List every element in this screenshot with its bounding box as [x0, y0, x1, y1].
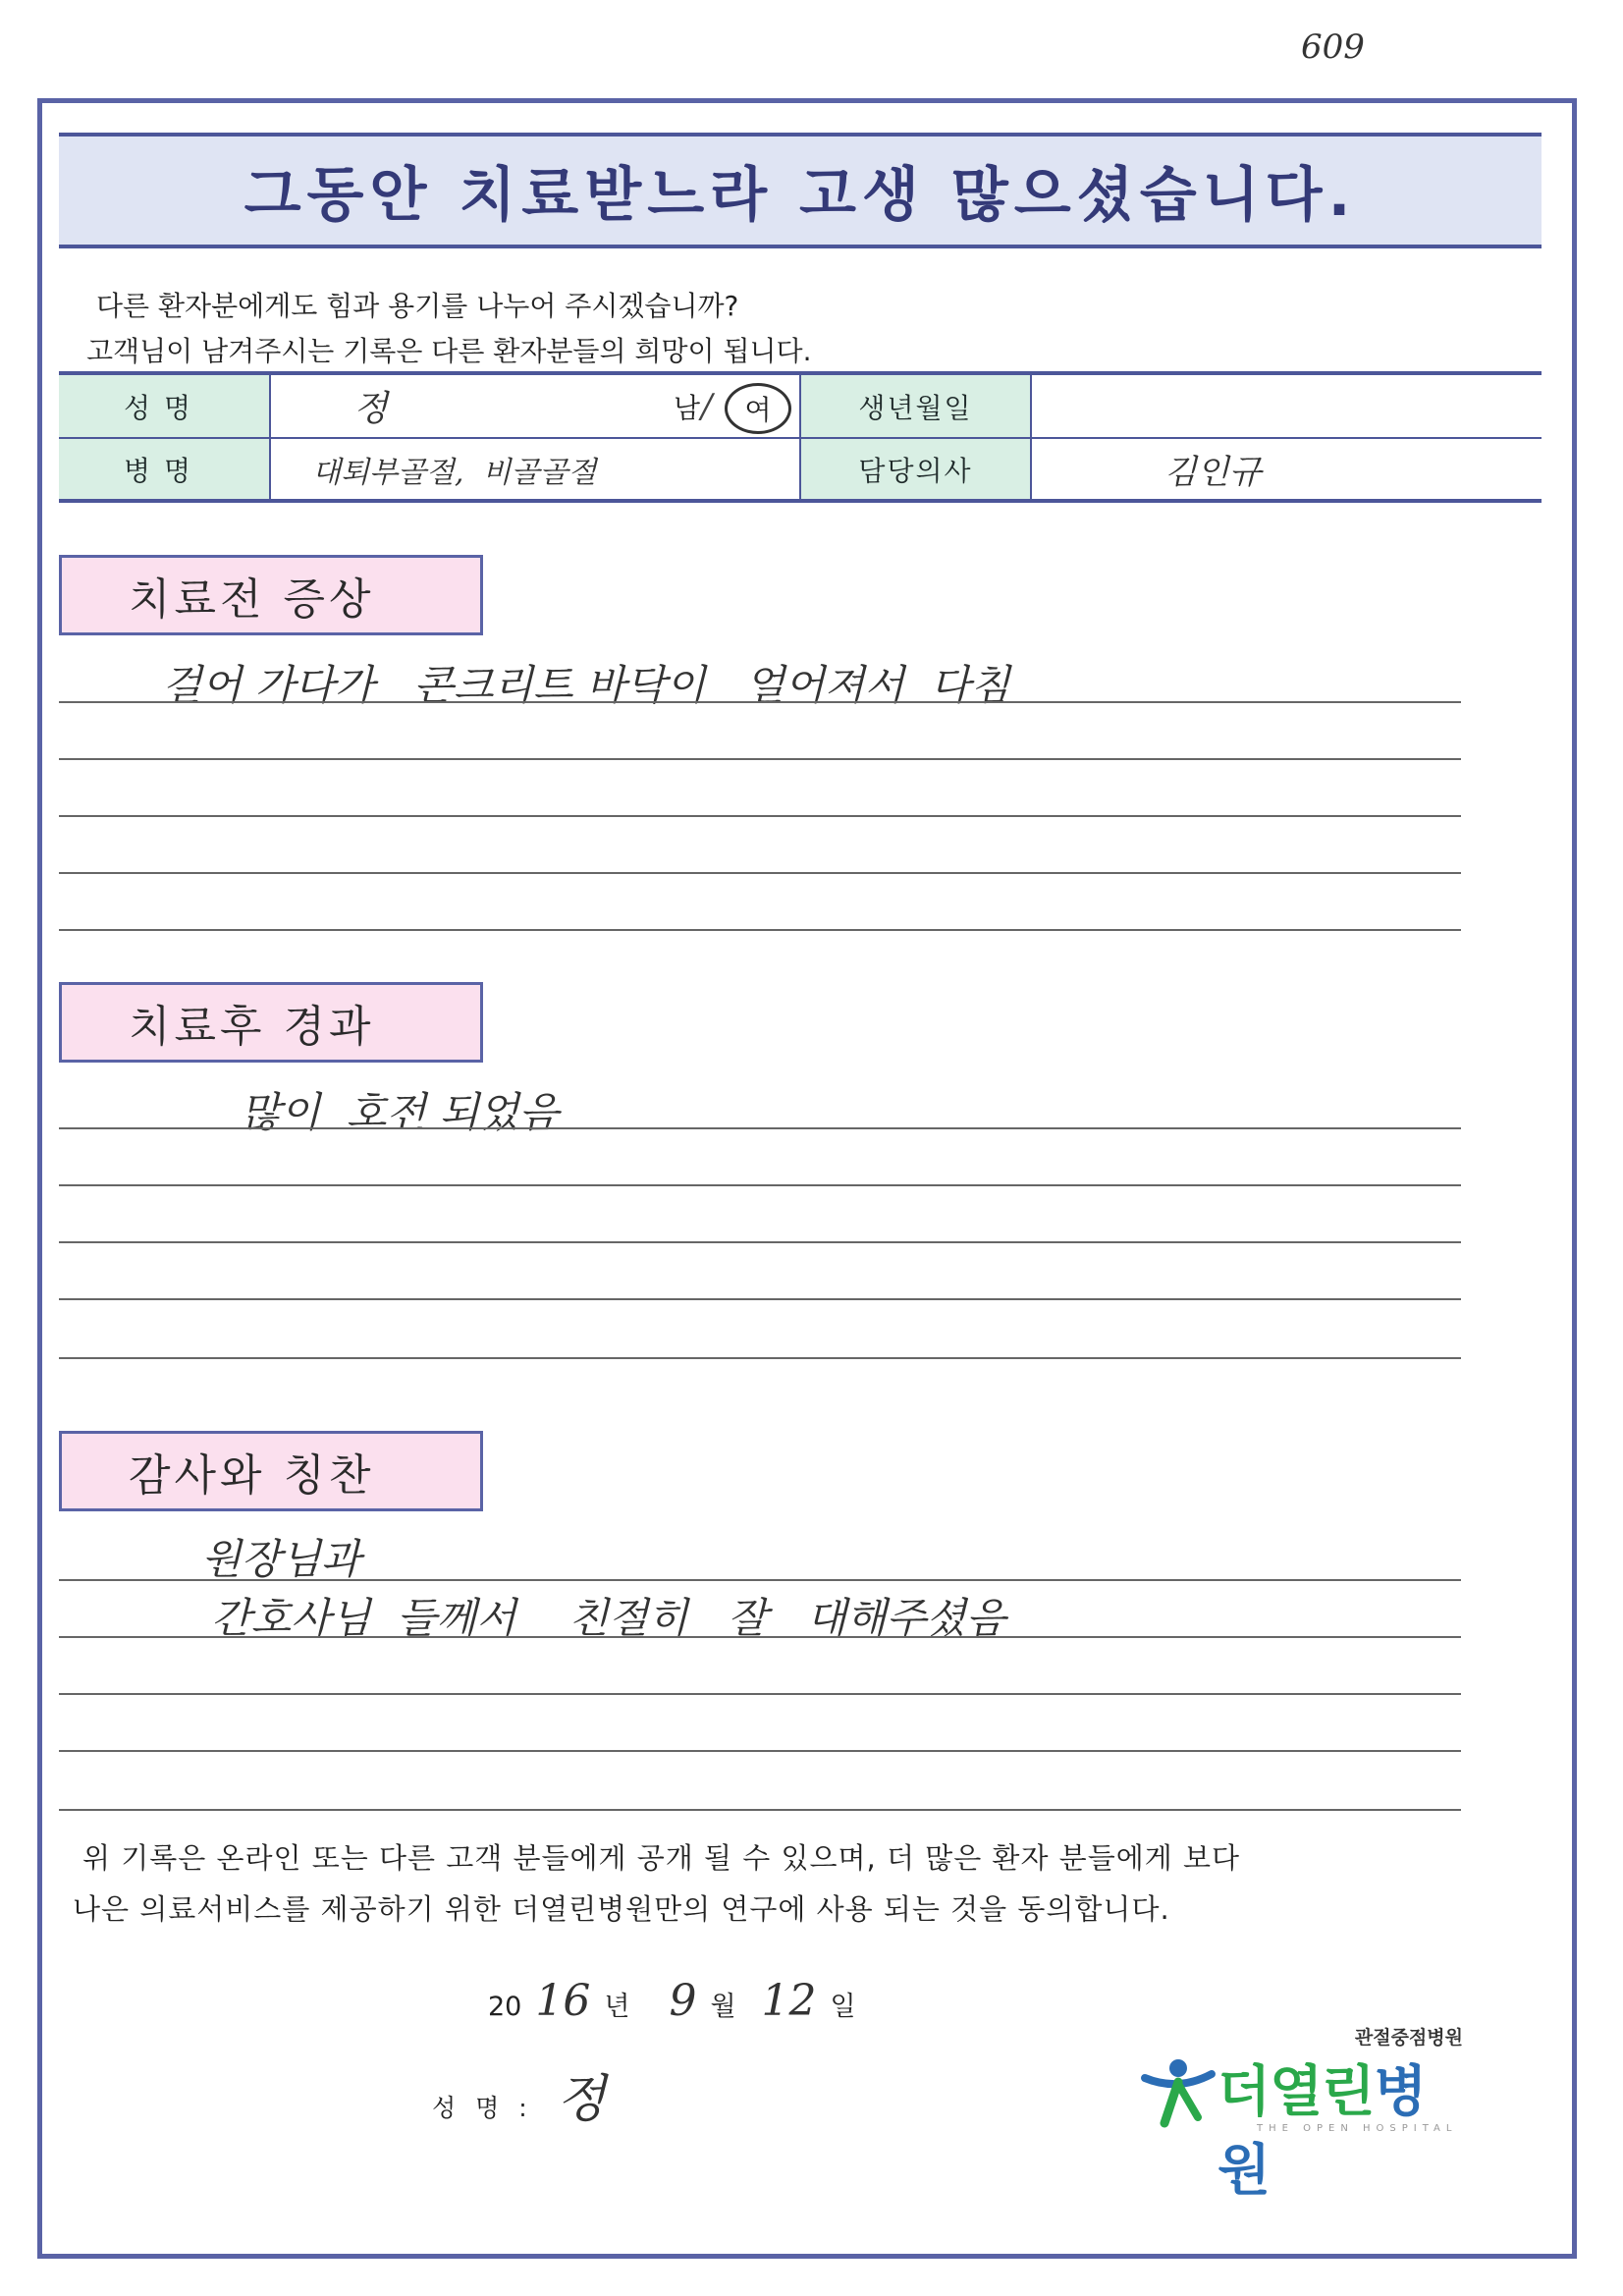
- date-month-label: 월: [710, 1992, 736, 2022]
- ruled-line: [59, 929, 1461, 931]
- page-title: 그동안 치료받느라 고생 많으셨습니다.: [243, 161, 1357, 230]
- consent-line-1: 위 기록은 온라인 또는 다른 고객 분들에게 공개 될 수 있으며, 더 많은 환자 분들에게 보다: [82, 1841, 1240, 1875]
- date-row: [488, 1976, 856, 2026]
- ruled-line: [59, 1184, 1461, 1186]
- ruled-line: [59, 1809, 1461, 1811]
- before-text-line-1: 걸어 가다가 콘크리트 바닥이 얼어져서 다침: [162, 661, 1010, 709]
- ruled-line: [59, 1127, 1461, 1129]
- date-year-value[interactable]: 16: [535, 1976, 591, 2026]
- logo-subtitle: 관절중점병원: [1354, 2027, 1463, 2049]
- doctor-value: 김인규: [1164, 453, 1262, 492]
- ruled-line: [59, 1693, 1461, 1695]
- logo-name-part2: 병원: [1217, 2060, 1427, 2203]
- intro-line-2: 고객님이 남겨주시는 기록은 다른 환자분들의 희망이 됩니다.: [86, 335, 812, 367]
- logo-name-part1: 더열린: [1217, 2060, 1375, 2124]
- thanks-text-line-2: 간호사님 들께서 친절히 잘 대해주셨음: [211, 1594, 1006, 1642]
- ruled-line: [59, 758, 1461, 760]
- ruled-line: [59, 701, 1461, 703]
- section-heading-after: 치료후 경과: [59, 982, 483, 1063]
- consent-line-2: 나은 의료서비스를 제공하기 위한 더열린병원만의 연구에 사용 되는 것을 동의합니다.: [73, 1892, 1170, 1926]
- disease-label: 병명: [59, 437, 269, 499]
- logo-emblem-icon: [1139, 2052, 1217, 2131]
- intro-line-1: 다른 환자분에게도 힘과 용기를 나누어 주시겠습니까?: [96, 290, 739, 322]
- after-text-line-1: 많이 호전 되었음: [241, 1088, 560, 1136]
- ruled-line: [59, 1750, 1461, 1752]
- name-cell[interactable]: [269, 375, 799, 437]
- date-day-value[interactable]: 12: [761, 1976, 817, 2026]
- name-value: 정: [353, 389, 388, 429]
- ruled-line: [59, 815, 1461, 817]
- birth-label: 생년월일: [799, 375, 1030, 437]
- signature-value[interactable]: 정: [556, 2070, 606, 2129]
- date-year-prefix: 20: [488, 1992, 522, 2022]
- gender-separator: /: [701, 386, 713, 426]
- section-heading-before: 치료전 증상: [59, 555, 483, 635]
- page-number: 609: [1301, 27, 1365, 67]
- title-banner: [59, 133, 1542, 248]
- section-heading-thanks: 감사와 칭찬: [59, 1431, 483, 1511]
- doctor-cell[interactable]: [1030, 437, 1542, 499]
- hospital-logo: [1139, 2023, 1473, 2203]
- doctor-label: 담당의사: [799, 437, 1030, 499]
- date-day-label: 일: [830, 1992, 856, 2022]
- date-year-label: 년: [604, 1992, 630, 2022]
- patient-info-table: [59, 371, 1542, 503]
- signature-row: [432, 2057, 606, 2131]
- ruled-line: [59, 1298, 1461, 1300]
- name-label: 성명: [59, 375, 269, 437]
- date-month-value[interactable]: 9: [669, 1976, 697, 2026]
- ruled-line: [59, 872, 1461, 874]
- thanks-text-line-1: 원장님과: [201, 1535, 361, 1583]
- disease-cell[interactable]: [269, 437, 799, 499]
- ruled-line: [59, 1241, 1461, 1243]
- disease-value: 대퇴부골절, 비골골절: [312, 455, 597, 490]
- ruled-line: [59, 1579, 1461, 1581]
- gender-male: 남: [674, 391, 701, 424]
- signature-label: 성 명 :: [432, 2094, 533, 2122]
- gender-female-circled[interactable]: 여: [725, 383, 791, 434]
- logo-english: THE OPEN HOSPITAL: [1257, 2123, 1458, 2134]
- birth-value[interactable]: [1030, 375, 1542, 437]
- ruled-line: [59, 1636, 1461, 1638]
- ruled-line: [59, 1357, 1461, 1359]
